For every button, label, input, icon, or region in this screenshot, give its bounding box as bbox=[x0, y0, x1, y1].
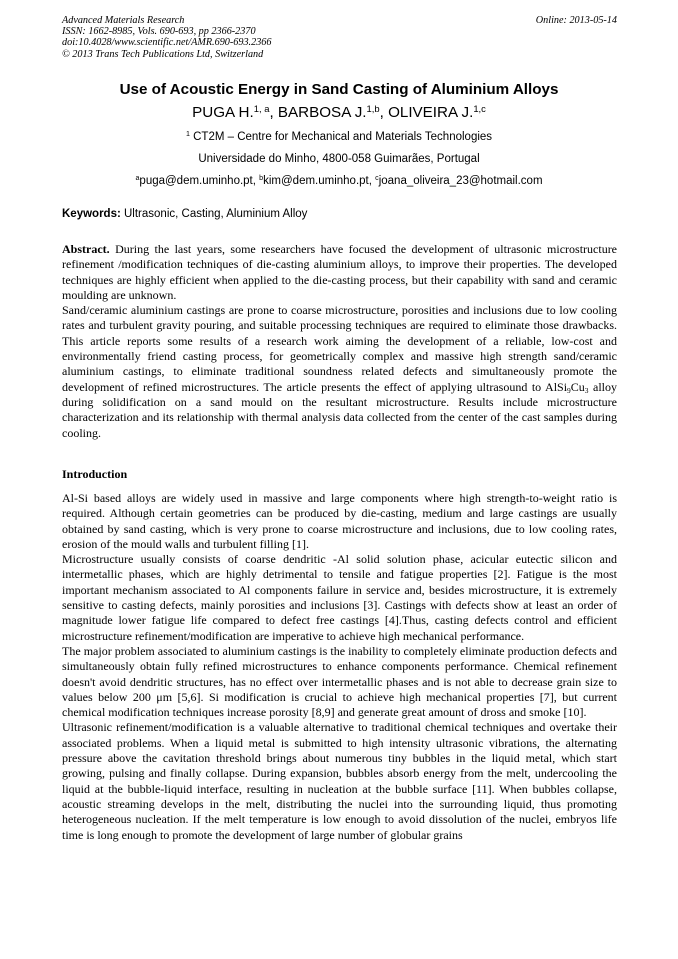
email-mark: c bbox=[375, 174, 379, 183]
introduction-paragraph: Ultrasonic refinement/modification is a valuable alternative to traditional chemical techniques and overtake their associated problems. When a liquid metal is submitted to high intensity ultrasonic vibrations, the alternating pressure above the cavitation threshold brings about numerous tiny bubbles in the liquid metal, which start growing, pulsing and finally collapse. During expansion, bubbles absorb energy from the melt, undercooling the liquid at the bubble-liquid interface, resulting in nucleation at the bubble surface [11]. When bubbles collapse, acoustic streaming develops in the melt, distributing the nuclei into the surrounding liquid, thus promoting heterogeneous nucleation. If the melt temperature is low enough to avoid dissolution of the nuclei, embryos life time is long enough to promote the development of large number of globular grains bbox=[62, 720, 617, 842]
alloy-part: AlSi bbox=[545, 379, 568, 394]
email-address: kim@dem.uminho.pt, bbox=[263, 175, 376, 187]
issn-line: ISSN: 1662-8985, Vols. 690-693, pp 2366-2370 bbox=[62, 26, 256, 38]
abstract-text: During the last years, some researchers have focused the development of ultrasonic microstructure refinement /modification techniques of die-casting aluminium alloys, to improve their properties. The developed techniques are highly efficient when applied to the die-casting process, but their capability with sand and ceramic moulding are unknown. bbox=[62, 242, 618, 302]
abstract-text: alloy during solidification on a sand mould on the resultant microstructure. Results include microstructure characterization and its relationship with thermal analysis data collected from the center of the cast samples during cooling. bbox=[62, 379, 618, 440]
affiliation-university: Universidade do Minho, 4800-058 Guimarães, Portugal bbox=[198, 153, 480, 165]
abstract-section bbox=[62, 242, 617, 441]
alloy-subscript: 3 bbox=[584, 385, 589, 395]
abstract-text: Sand/ceramic aluminium castings are prone to coarse microstructure, porosities and inclusions due to low cooling rates and turbulent gravity pouring, and suitable processing techniques are required to eliminate those drawbacks. This article reports some results of a research work aiming the development of a reliable, low-cost and environmentally friend casting process, for geometrically complex and massive high strength sand/ceramic aluminium castings, to eliminate traditional soundness related defects and simultaneously promote the development of refined microstructures. The article presents the effect of applying ultrasound to bbox=[62, 303, 617, 394]
publication-header bbox=[62, 15, 617, 60]
author-name: OLIVEIRA J. bbox=[388, 104, 474, 121]
online-date: Online: 2013-05-14 bbox=[535, 15, 617, 26]
keywords-text: Ultrasonic, Casting, Aluminium Alloy bbox=[124, 208, 308, 220]
author-list bbox=[0, 104, 678, 121]
copyright-line: © 2013 Trans Tech Publications Ltd, Switzerland bbox=[62, 48, 264, 60]
keywords-label: Keywords: bbox=[62, 208, 121, 220]
alloy-subscript: 9 bbox=[567, 385, 571, 395]
author-name: PUGA H. bbox=[192, 104, 254, 121]
introduction-paragraph: Al-Si based alloys are widely used in massive and large components where high strength-to-weight ratio is required. Although certain geometries can be produced by die-casting, medium and large castings are usually obtained by sand casting, which is very prone to coarse microstructure and inclusions, due to low cooling rates, erosion of the mould walls and turbulent filling [1]. bbox=[62, 491, 617, 551]
doi-line: doi:10.4028/www.scientific.net/AMR.690-693.2366 bbox=[62, 37, 272, 49]
author-affiliation-mark: 1,c bbox=[473, 102, 486, 114]
affiliation-number: 1 bbox=[185, 130, 190, 139]
email-address: puga@dem.uminho.pt, bbox=[139, 175, 260, 187]
introduction-section bbox=[62, 491, 617, 843]
author-emails bbox=[0, 175, 678, 187]
introduction-heading: Introduction bbox=[62, 467, 128, 481]
abstract-paragraph-2 bbox=[62, 303, 617, 441]
email-mark: a bbox=[135, 174, 140, 183]
paper-title: Use of Acoustic Energy in Sand Casting of Aluminium Alloys bbox=[119, 81, 559, 98]
author-name: BARBOSA J. bbox=[277, 104, 367, 121]
affiliation-centre-name: CT2M – Centre for Mechanical and Materials Technologies bbox=[193, 131, 493, 143]
author-separator: , bbox=[269, 104, 278, 121]
alloy-formula bbox=[545, 380, 588, 394]
affiliation-centre bbox=[0, 131, 678, 143]
alloy-part: Cu bbox=[570, 379, 585, 394]
keywords-line bbox=[62, 208, 617, 220]
abstract-paragraph-1 bbox=[62, 242, 617, 303]
author-separator: , bbox=[379, 104, 389, 121]
author-affiliation-mark: 1, a bbox=[253, 102, 270, 114]
introduction-paragraph: The major problem associated to aluminium castings is the inability to completely eliminate production defects and simultaneously obtain fully refined microstructures to enhance components performance. Chemical refinement doesn't avoid dendritic structures, has no effect over intermetallic phases and is not able to decrease grain size to values below 200 μm [5,6]. Si modification is crucial to achieve high mechanical properties [7], but current chemical modification techniques increase porosity [8,9] and generate great amount of dross and smoke [10]. bbox=[62, 643, 617, 720]
introduction-paragraph: Microstructure usually consists of coarse dendritic -Al solid solution phase, acicular eutectic silicon and intermetallic phases, which are highly detrimental to tensile and fatigue properties [2]. Fatigue is the most important mechanism associated to Al components failure in service and, besides microstructure, it is extremely sensitive to casting defects, mainly porosities and inclusions [3]. Castings with defects show at least an order of magnitude lower fatigue life compared to defect free castings [4].Thus, casting defects control and efficient microstructure refinement/modification are imperative to achieve high mechanical performance. bbox=[62, 552, 617, 643]
abstract-label: Abstract. bbox=[62, 242, 110, 256]
author-affiliation-mark: 1,b bbox=[366, 102, 380, 114]
email-address: joana_oliveira_23@hotmail.com bbox=[378, 175, 543, 187]
email-mark: b bbox=[259, 174, 264, 183]
journal-name: Advanced Materials Research bbox=[62, 15, 185, 26]
